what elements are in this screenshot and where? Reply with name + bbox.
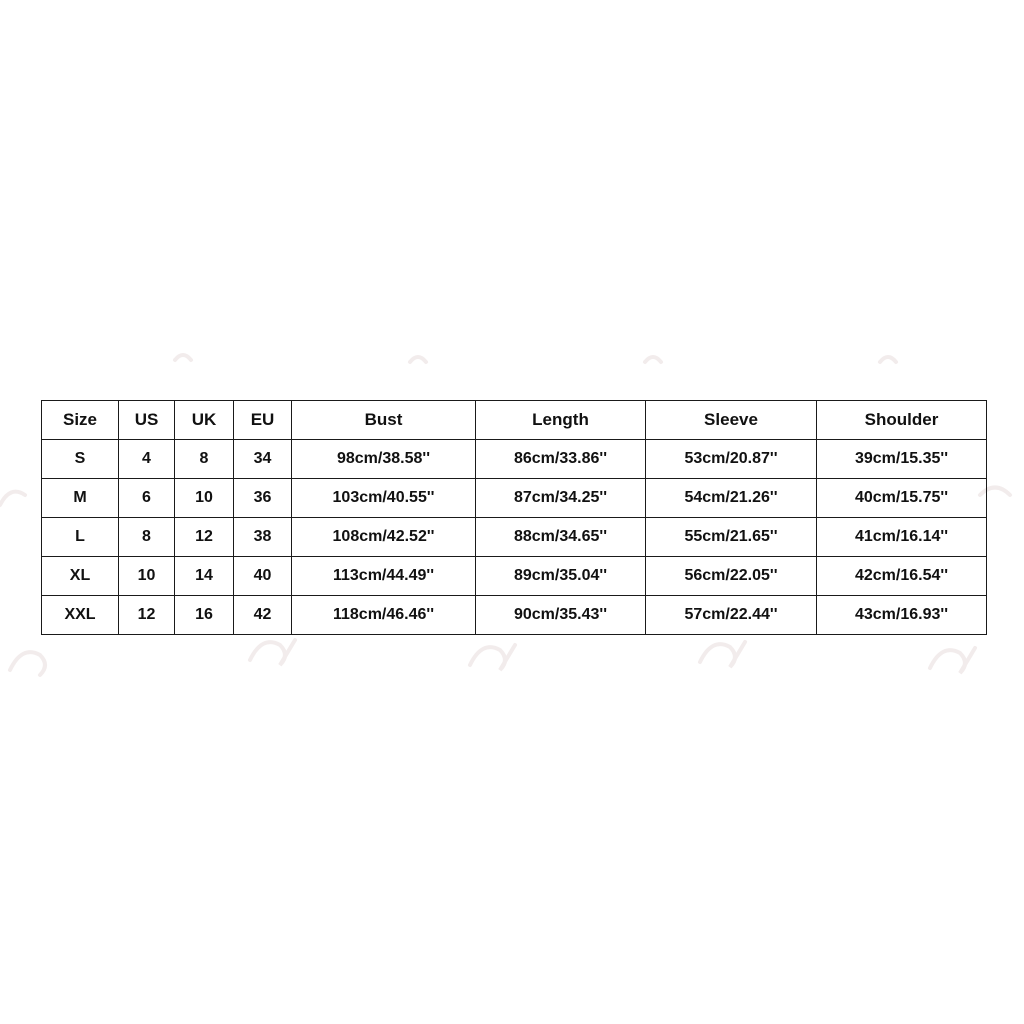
cell-sleeve: 53cm/20.87'': [646, 440, 817, 479]
table-row: [42, 596, 987, 635]
cell-us: 4: [119, 440, 175, 479]
cell-bust: 103cm/40.55'': [292, 479, 476, 518]
cell-eu: 36: [234, 479, 292, 518]
cell-shoulder: 41cm/16.14'': [817, 518, 987, 557]
table-row: [42, 440, 987, 479]
table-row: [42, 557, 987, 596]
cell-uk: 10: [175, 479, 234, 518]
cell-shoulder: 40cm/15.75'': [817, 479, 987, 518]
header-size: Size: [42, 401, 119, 440]
cell-uk: 16: [175, 596, 234, 635]
cell-uk: 8: [175, 440, 234, 479]
cell-bust: 118cm/46.46'': [292, 596, 476, 635]
table-header-row: [42, 401, 987, 440]
cell-sleeve: 57cm/22.44'': [646, 596, 817, 635]
cell-bust: 113cm/44.49'': [292, 557, 476, 596]
header-shoulder: Shoulder: [817, 401, 987, 440]
cell-shoulder: 42cm/16.54'': [817, 557, 987, 596]
header-eu: EU: [234, 401, 292, 440]
header-sleeve: Sleeve: [646, 401, 817, 440]
table-row: [42, 479, 987, 518]
cell-sleeve: 55cm/21.65'': [646, 518, 817, 557]
cell-us: 6: [119, 479, 175, 518]
cell-length: 89cm/35.04'': [476, 557, 646, 596]
cell-sleeve: 56cm/22.05'': [646, 557, 817, 596]
header-us: US: [119, 401, 175, 440]
cell-bust: 98cm/38.58'': [292, 440, 476, 479]
header-bust: Bust: [292, 401, 476, 440]
cell-length: 87cm/34.25'': [476, 479, 646, 518]
cell-length: 88cm/34.65'': [476, 518, 646, 557]
cell-length: 90cm/35.43'': [476, 596, 646, 635]
header-uk: UK: [175, 401, 234, 440]
cell-us: 8: [119, 518, 175, 557]
cell-eu: 34: [234, 440, 292, 479]
cell-bust: 108cm/42.52'': [292, 518, 476, 557]
cell-eu: 42: [234, 596, 292, 635]
header-length: Length: [476, 401, 646, 440]
cell-uk: 12: [175, 518, 234, 557]
cell-us: 12: [119, 596, 175, 635]
cell-size: L: [42, 518, 119, 557]
cell-uk: 14: [175, 557, 234, 596]
cell-eu: 38: [234, 518, 292, 557]
cell-size: XL: [42, 557, 119, 596]
cell-size: M: [42, 479, 119, 518]
cell-us: 10: [119, 557, 175, 596]
cell-length: 86cm/33.86'': [476, 440, 646, 479]
cell-sleeve: 54cm/21.26'': [646, 479, 817, 518]
size-chart-table: [41, 400, 987, 635]
cell-shoulder: 43cm/16.93'': [817, 596, 987, 635]
cell-eu: 40: [234, 557, 292, 596]
table-row: [42, 518, 987, 557]
cell-shoulder: 39cm/15.35'': [817, 440, 987, 479]
cell-size: S: [42, 440, 119, 479]
cell-size: XXL: [42, 596, 119, 635]
